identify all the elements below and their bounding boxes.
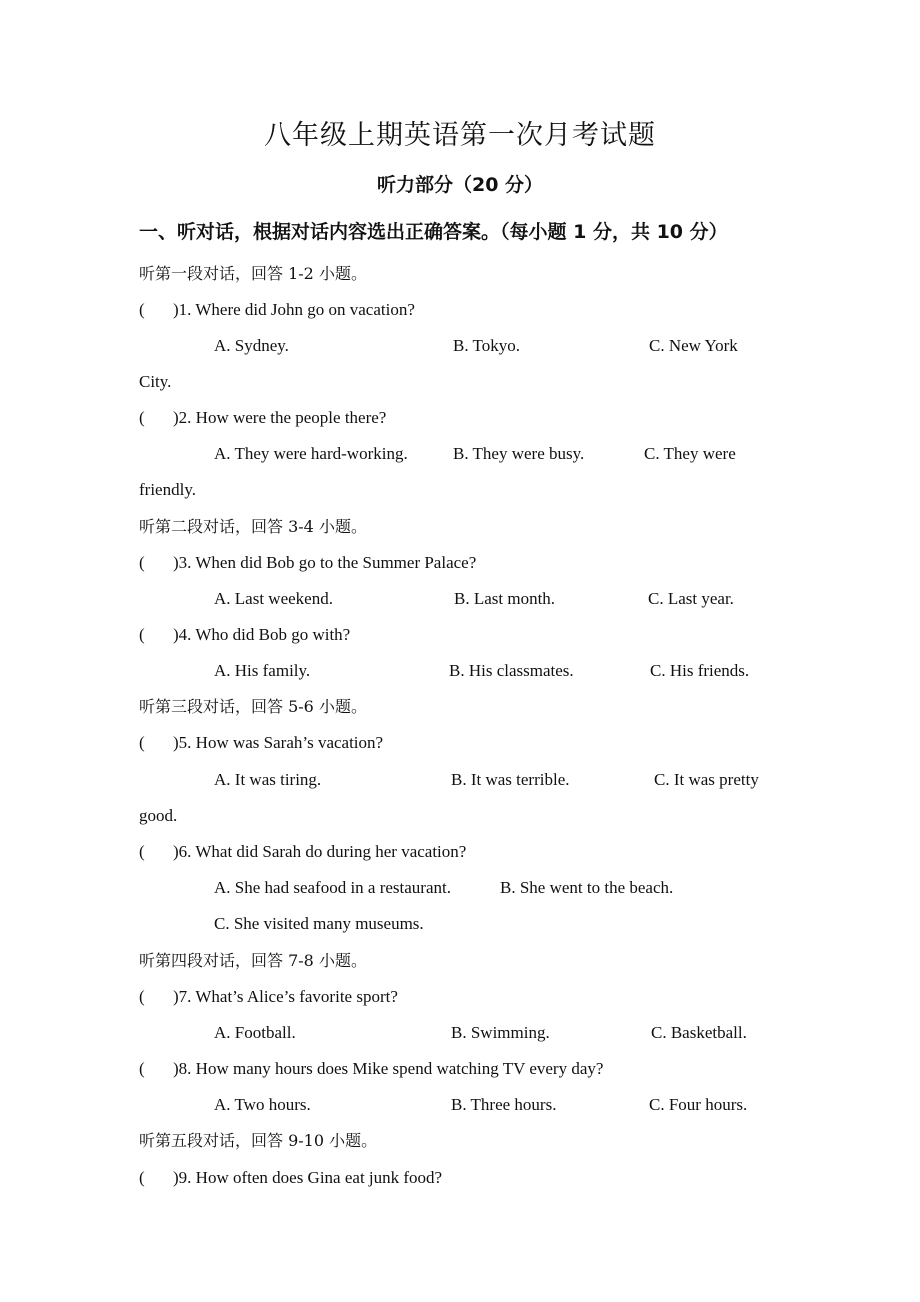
question-6: [139, 840, 466, 864]
q1-option-a: A. Sydney.: [214, 336, 289, 355]
q5-option-b: B. It was terrible.: [451, 770, 570, 789]
q2-option-a: A. They were hard-working.: [214, 444, 408, 463]
question-8: [139, 1057, 603, 1081]
q6-option-a: A. She had seafood in a restaurant.: [214, 878, 451, 897]
q4-option-c: C. His friends.: [650, 661, 750, 680]
answer-blank: (: [139, 625, 145, 644]
q4-option-a: A. His family.: [214, 661, 311, 680]
q2-option-c-continued: friendly.: [139, 480, 196, 499]
answer-blank: (: [139, 1059, 145, 1078]
question-4: [139, 623, 350, 647]
question-5: [139, 731, 383, 755]
question-text: )6. What did Sarah do during her vacation?: [173, 842, 467, 861]
question-text: )8. How many hours does Mike spend watching TV every day?: [173, 1059, 604, 1078]
question-text: )7. What’s Alice’s favorite sport?: [173, 987, 398, 1006]
answer-blank: (: [139, 300, 145, 319]
question-text: )3. When did Bob go to the Summer Palace?: [173, 553, 477, 572]
question-2: [139, 406, 386, 430]
question-text: )1. Where did John go on vacation?: [173, 300, 415, 319]
q8-option-c: C. Four hours.: [649, 1095, 748, 1114]
question-text: )9. How often does Gina eat junk food?: [173, 1168, 443, 1187]
q3-option-b: B. Last month.: [454, 589, 556, 608]
q6-option-b: B. She went to the beach.: [500, 878, 674, 897]
q2-option-c: C. They were: [644, 444, 736, 463]
q1-option-b: B. Tokyo.: [453, 336, 520, 355]
question-text: )4. Who did Bob go with?: [173, 625, 351, 644]
dialogue-4-instruction: 听第四段对话，回答 7-8 小题。: [139, 951, 367, 970]
answer-blank: (: [139, 987, 145, 1006]
q3-option-c: C. Last year.: [648, 589, 734, 608]
dialogue-1-instruction: 听第一段对话，回答 1-2 小题。: [139, 264, 367, 283]
q5-option-a: A. It was tiring.: [214, 770, 322, 789]
q3-option-a: A. Last weekend.: [214, 589, 333, 608]
q7-option-a: A. Football.: [214, 1023, 296, 1042]
question-7: [139, 985, 398, 1009]
q1-option-c: C. New York: [649, 336, 738, 355]
question-1: [139, 298, 415, 322]
listening-part-subtitle: 听力部分（20 分）: [376, 174, 544, 196]
answer-blank: (: [139, 1168, 145, 1187]
q8-option-b: B. Three hours.: [451, 1095, 557, 1114]
q5-option-c-continued: good.: [139, 806, 178, 825]
answer-blank: (: [139, 733, 145, 752]
q1-option-c-continued: City.: [139, 372, 172, 391]
question-3: [139, 551, 476, 575]
answer-blank: (: [139, 408, 145, 427]
q4-option-b: B. His classmates.: [449, 661, 574, 680]
dialogue-5-instruction: 听第五段对话，回答 9-10 小题。: [139, 1131, 378, 1150]
q2-option-b: B. They were busy.: [453, 444, 585, 463]
question-9: [139, 1166, 442, 1190]
answer-blank: (: [139, 553, 145, 572]
question-text: )5. How was Sarah’s vacation?: [173, 733, 384, 752]
q7-option-b: B. Swimming.: [451, 1023, 550, 1042]
exam-title: 八年级上期英语第一次月考试题: [264, 120, 656, 151]
dialogue-2-instruction: 听第二段对话，回答 3-4 小题。: [139, 517, 367, 536]
dialogue-3-instruction: 听第三段对话，回答 5-6 小题。: [139, 697, 367, 716]
q7-option-c: C. Basketball.: [651, 1023, 747, 1042]
q8-option-a: A. Two hours.: [214, 1095, 311, 1114]
q5-option-c: C. It was pretty: [654, 770, 759, 789]
section-1-heading: 一、听对话，根据对话内容选出正确答案。（每小题 1 分，共 10 分）: [139, 221, 728, 243]
answer-blank: (: [139, 842, 145, 861]
question-text: )2. How were the people there?: [173, 408, 387, 427]
q6-option-c: C. She visited many museums.: [214, 914, 424, 933]
